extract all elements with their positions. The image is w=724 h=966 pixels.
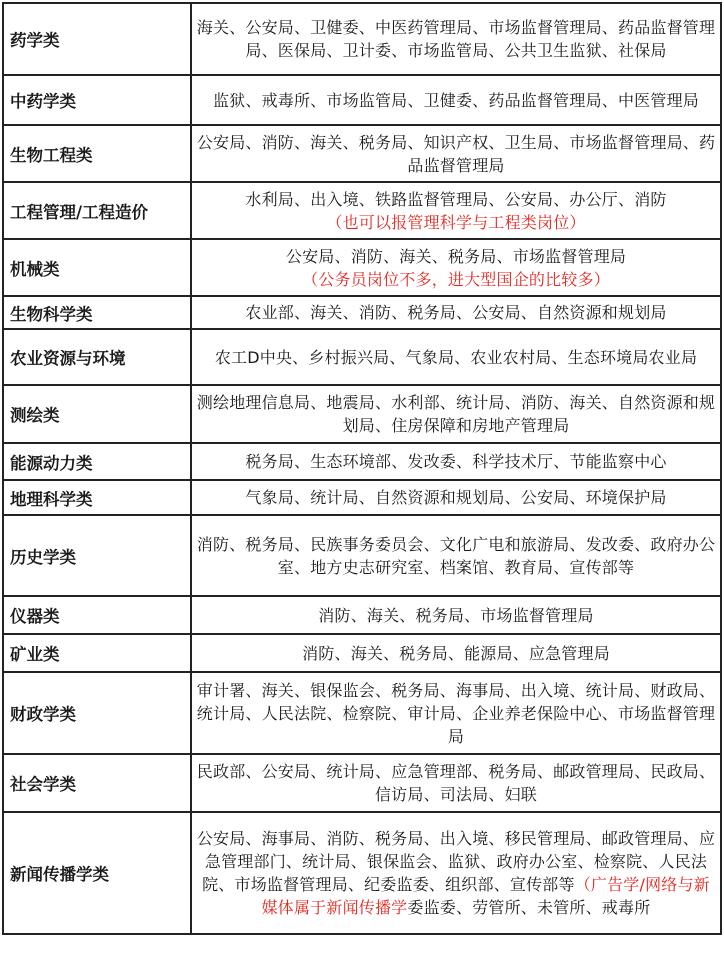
category-cell: 生物工程类	[3, 125, 191, 182]
note-text: （也可以报管理科学与工程类岗位）	[326, 212, 586, 232]
category-cell: 能源动力类	[3, 443, 191, 480]
category-cell: 机械类	[3, 239, 191, 296]
category-cell: 农业资源与环境	[3, 329, 191, 385]
agencies-cell: 气象局、统计局、自然资源和规划局、公安局、环境保护局	[191, 480, 721, 515]
table-row	[3, 443, 721, 480]
agencies-text: 公安局、海事局、消防、税务局、出入境、移民管理局、邮政管理局、应急管理部门、统计局、银保监会、监狱、政府办公室、检察院、人民法院、市场监督管理局、纪委监委、组织部、宣传部等	[196, 829, 716, 894]
note-text: （公务员岗位不多，进大型国企的比较多）	[302, 269, 610, 289]
table-row	[3, 754, 721, 812]
table-row	[3, 480, 721, 515]
major-to-agency-table	[2, 2, 722, 935]
table-row	[3, 329, 721, 385]
category-cell: 药学类	[3, 3, 191, 75]
table-row	[3, 515, 721, 596]
table-row	[3, 3, 721, 75]
agencies-cell: 审计署、海关、银保监会、税务局、海事局、出入境、统计局、财政局、统计局、人民法院、检察院、审计局、企业养老保险中心、市场监督管理局	[191, 672, 721, 754]
table-row	[3, 182, 721, 239]
category-cell: 中药学类	[3, 75, 191, 125]
category-cell: 财政学类	[3, 672, 191, 754]
agencies-cell: 消防、税务局、民族事务委员会、文化广电和旅游局、发改委、政府办公室、地方史志研究室、档案馆、教育局、宣传部等	[191, 515, 721, 596]
agencies-cell: 消防、海关、税务局、能源局、应急管理局	[191, 634, 721, 672]
category-cell: 工程管理/工程造价	[3, 182, 191, 239]
agencies-cell: 消防、海关、税务局、市场监督管理局	[191, 596, 721, 634]
table-row	[3, 385, 721, 443]
agencies-cell: 税务局、生态环境部、发改委、科学技术厅、节能监察中心	[191, 443, 721, 480]
category-cell: 生物科学类	[3, 296, 191, 329]
category-cell: 矿业类	[3, 634, 191, 672]
category-cell: 测绘类	[3, 385, 191, 443]
agencies-cell: 海关、公安局、卫健委、中医药管理局、市场监督管理局、药品监督管理局、医保局、卫计委、市场监管局、公共卫生监狱、社保局	[191, 3, 721, 75]
table-row	[3, 634, 721, 672]
table-row	[3, 596, 721, 634]
agencies-text: 水利局、出入境、铁路监督管理局、公安局、办公厅、消防	[245, 189, 667, 209]
category-cell: 仪器类	[3, 596, 191, 634]
agencies-cell: 测绘地理信息局、地震局、水利部、统计局、消防、海关、自然资源和规划局、住房保障和房地产管理局	[191, 385, 721, 443]
agencies-cell: 民政部、公安局、统计局、应急管理部、税务局、邮政管理局、民政局、信访局、司法局、妇联	[191, 754, 721, 812]
agencies-cell: 农业部、海关、消防、税务局、公安局、自然资源和规划局	[191, 296, 721, 329]
category-cell: 地理科学类	[3, 480, 191, 515]
table-row	[3, 125, 721, 182]
category-cell: 历史学类	[3, 515, 191, 596]
agencies-text-continued: 委监委、劳管所、未管所、戒毒所	[407, 898, 651, 917]
agencies-cell: 农工D中央、乡村振兴局、气象局、农业农村局、生态环境局农业局	[191, 329, 721, 385]
agencies-cell	[191, 239, 721, 296]
table-row	[3, 812, 721, 934]
agencies-cell	[191, 812, 721, 934]
agencies-cell	[191, 182, 721, 239]
category-cell: 新闻传播学类	[3, 812, 191, 934]
agencies-cell: 监狱、戒毒所、市场监管局、卫健委、药品监督管理局、中医管理局	[191, 75, 721, 125]
table-row	[3, 672, 721, 754]
note-text: （广告学/网络与新媒体属于新闻传播学	[261, 875, 710, 917]
table-row	[3, 296, 721, 329]
agencies-cell: 公安局、消防、海关、税务局、知识产权、卫生局、市场监督管理局、药品监督管理局	[191, 125, 721, 182]
agencies-text: 公安局、消防、海关、税务局、市场监督管理局	[285, 246, 627, 266]
category-cell: 社会学类	[3, 754, 191, 812]
table-row	[3, 75, 721, 125]
table-row	[3, 239, 721, 296]
